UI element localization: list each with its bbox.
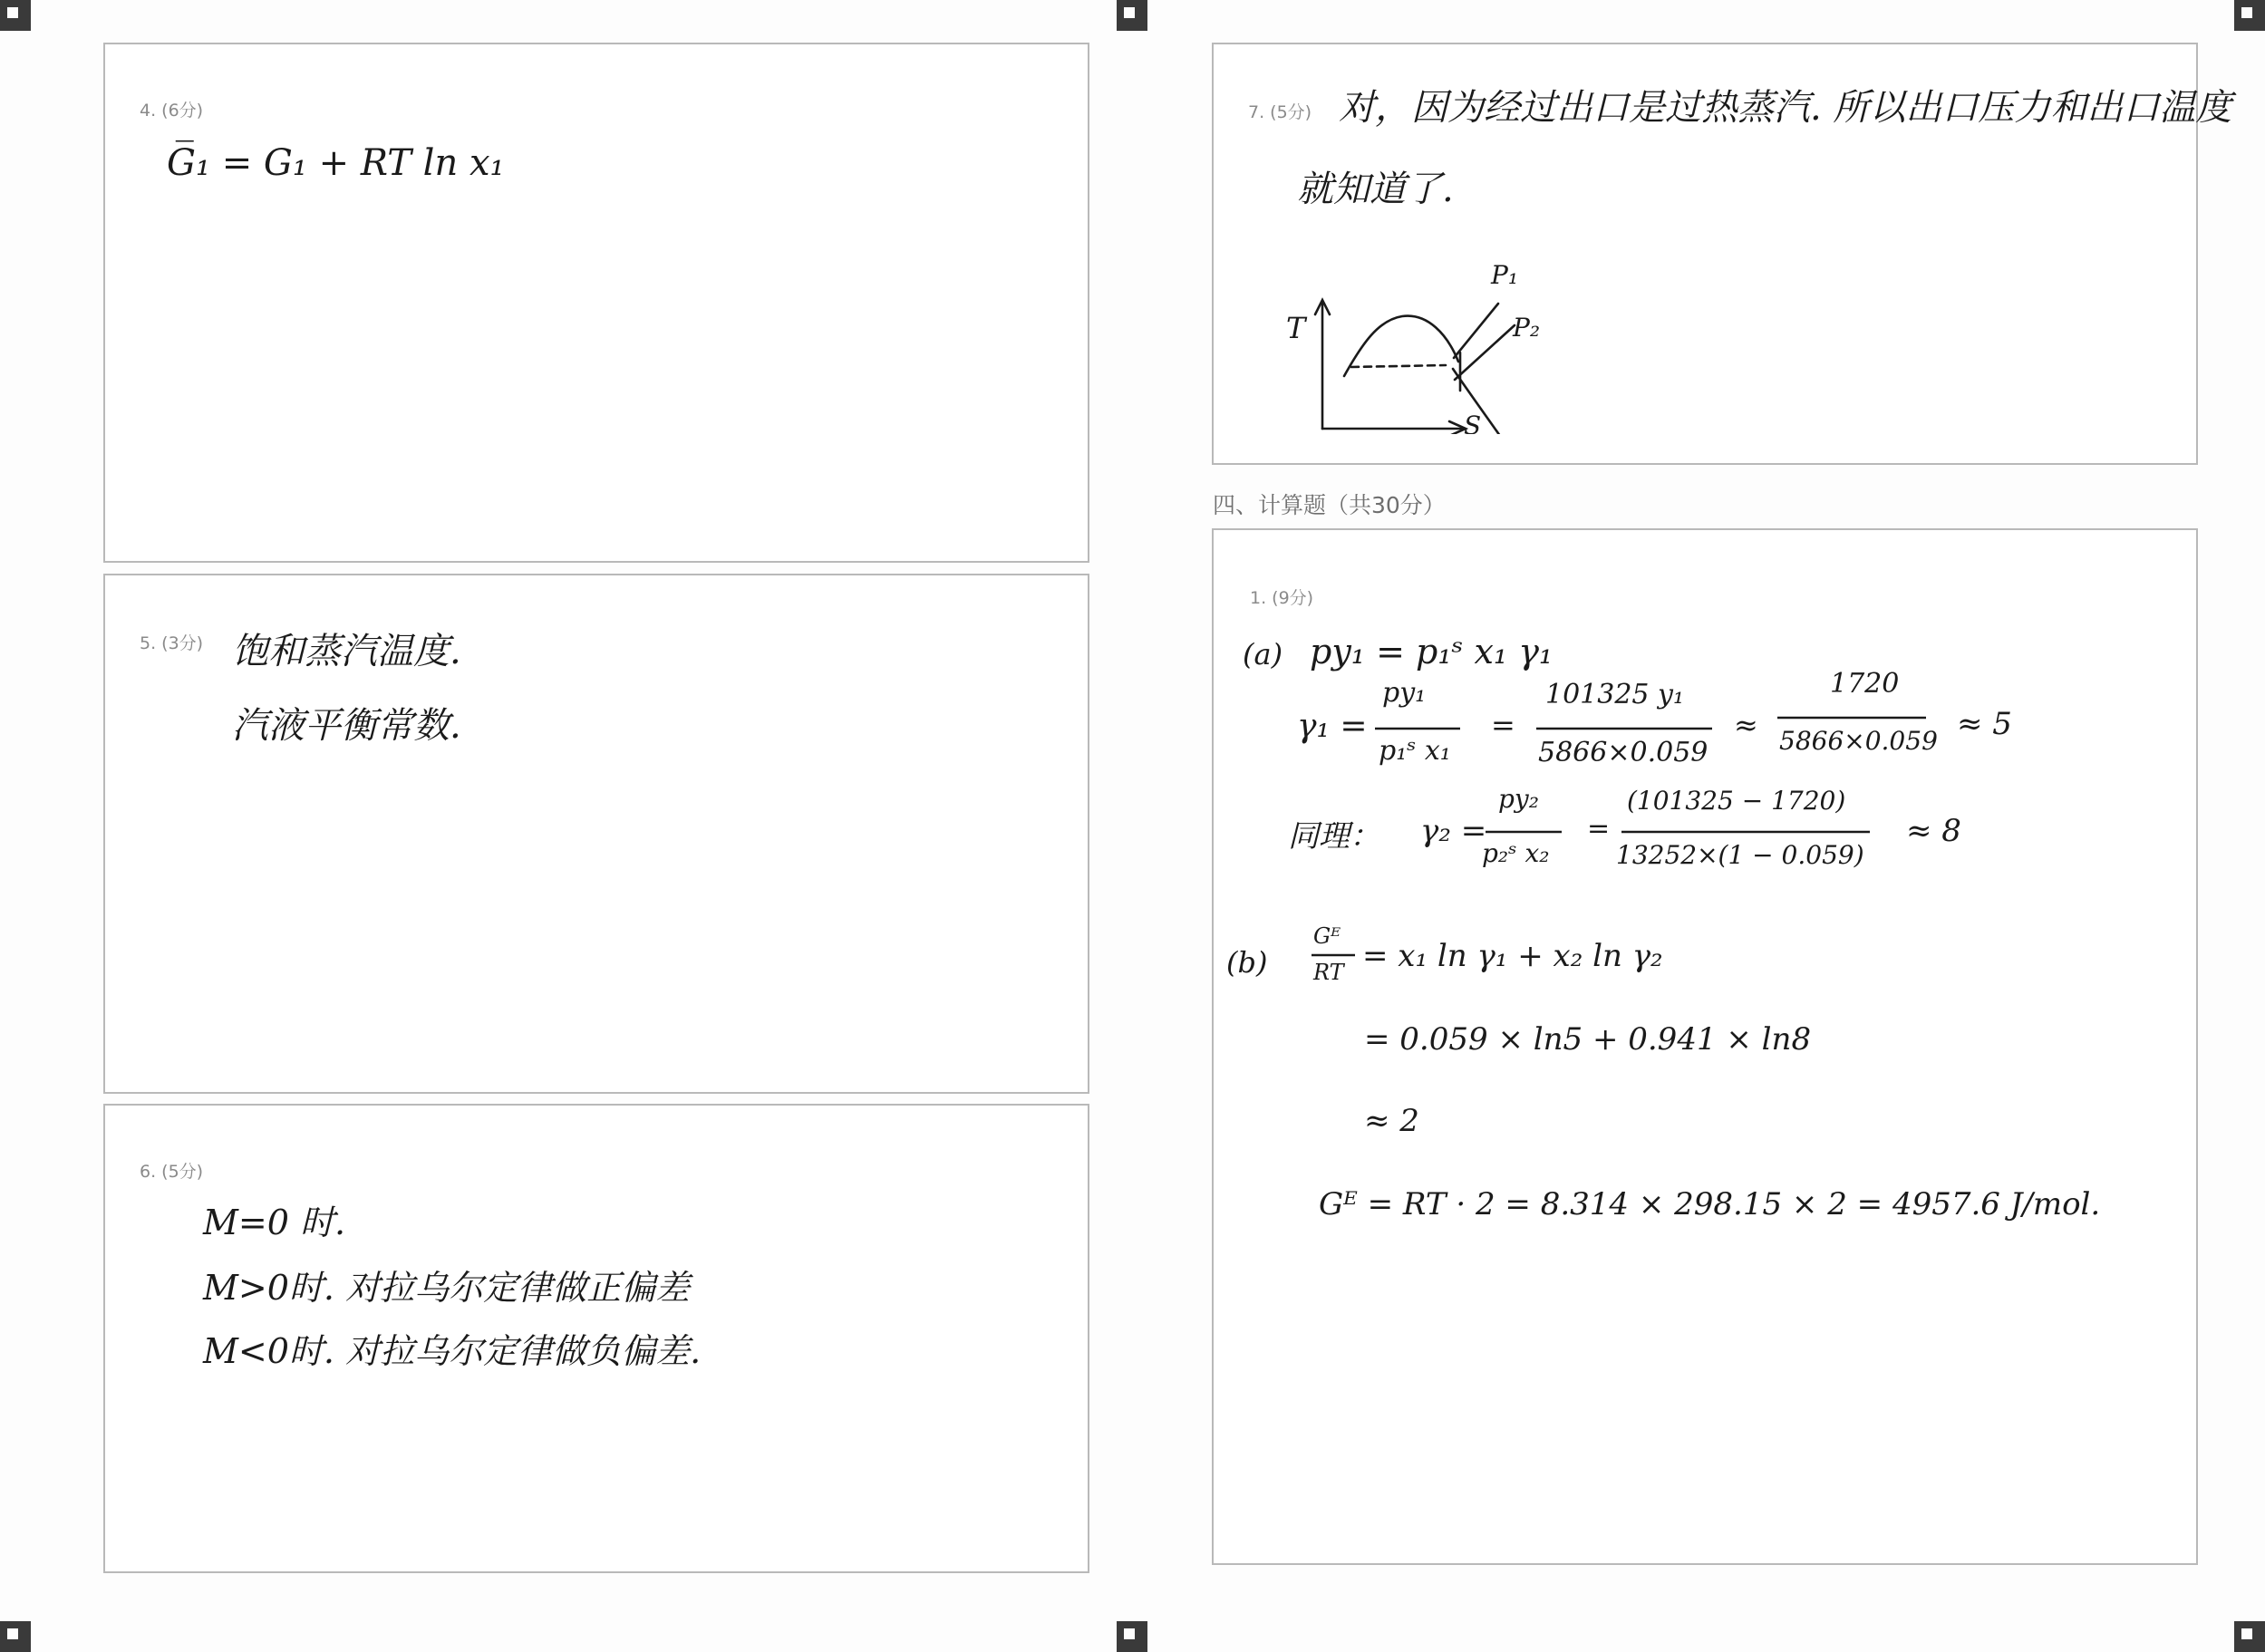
gamma2-frac2-num: (101325 − 1720) [1627, 786, 1846, 816]
registration-marker-bottom-center [1117, 1621, 1147, 1652]
registration-marker-bottom-right [2234, 1621, 2265, 1652]
question-5-number: 5. (3分) [140, 633, 204, 653]
gamma1-frac1-den: p₁ˢ x₁ [1379, 735, 1451, 767]
isobar-p1-line [1454, 304, 1498, 358]
part-a-label: (a) [1243, 637, 1283, 671]
gamma2-frac1-bar [1484, 829, 1565, 835]
part-b-label: (b) [1226, 945, 1268, 980]
isobar-dashed-line [1351, 365, 1446, 367]
part-b-equation-1: = x₁ ln γ₁ + x₂ ln γ₂ [1362, 938, 1663, 974]
gamma1-frac3-num: 1720 [1830, 668, 1900, 700]
gamma2-frac2-bar [1620, 829, 1873, 835]
gamma2-eq-sign: = [1587, 813, 1611, 845]
registration-marker-top-right [2234, 0, 2265, 31]
ts-diagram [1250, 226, 1612, 434]
gamma1-frac3-bar [1776, 715, 1930, 720]
gamma1-frac2-den: 5866×0.059 [1538, 737, 1708, 768]
question-5-box [103, 574, 1089, 1094]
ge-frac-bar [1310, 952, 1359, 958]
calc-1-number: 1. (9分) [1250, 588, 1314, 608]
question-7-number: 7. (5分) [1248, 102, 1312, 122]
question-4-box [103, 43, 1089, 563]
question-6-line-3: M<0时. 对拉乌尔定律做负偏差. [203, 1331, 702, 1371]
part-a-equation-1: py₁ = p₁ˢ x₁ γ₁ [1310, 632, 1554, 671]
gamma2-frac1-den: p₂ˢ x₂ [1482, 838, 1550, 868]
ge-frac-num: Gᴱ [1313, 923, 1341, 949]
question-6-box [103, 1104, 1089, 1573]
ge-frac-den: RT [1313, 960, 1344, 985]
p2-label: P₂ [1513, 313, 1541, 343]
gamma1-eq-sign: = [1491, 708, 1515, 742]
saturation-dome-curve [1344, 316, 1458, 376]
gamma1-frac2-bar [1534, 726, 1716, 731]
question-7-line-1: 对，因为经过出口是过热蒸汽. 所以出口压力和出口温度 [1339, 87, 2232, 129]
section-4-title: 四、计算题（共30分） [1213, 492, 1446, 518]
isobar-p2-line [1455, 325, 1515, 380]
gamma2-lhs: γ₂ = [1420, 813, 1487, 849]
question-4-number: 4. (6分) [140, 101, 204, 121]
registration-marker-top-center [1117, 0, 1147, 31]
gamma1-approx-sign: ≈ [1734, 708, 1758, 742]
gamma1-frac2-num: 101325 y₁ [1545, 679, 1685, 710]
part-b-equation-2: = 0.059 × ln5 + 0.941 × ln8 [1364, 1021, 1812, 1058]
question-6-number: 6. (5分) [140, 1162, 204, 1182]
gamma1-frac1-num: py₁ [1382, 677, 1427, 709]
question-5-line-2: 汽液平衡常数. [232, 705, 461, 747]
gamma1-result: ≈ 5 [1957, 706, 2012, 742]
gamma2-frac1-num: py₂ [1498, 784, 1539, 814]
question-4-answer: G̅₁ = G₁ + RT ln x₁ [167, 142, 505, 184]
calc-problem-1-box [1212, 528, 2198, 1565]
question-7-box [1212, 43, 2232, 465]
t-axis-label: T [1286, 311, 1306, 345]
gamma1-frac1-bar [1373, 726, 1464, 731]
question-6-line-2: M>0时. 对拉乌尔定律做正偏差 [203, 1268, 691, 1308]
gamma1-frac3-den: 5866×0.059 [1779, 726, 1938, 756]
s-axis-label: S [1464, 411, 1482, 434]
part-b-equation-3: ≈ 2 [1364, 1103, 1419, 1139]
gamma2-result: ≈ 8 [1906, 813, 1961, 849]
registration-marker-bottom-left [0, 1621, 31, 1652]
question-6-line-1: M=0 时. [203, 1203, 346, 1242]
question-7-line-2: 就知道了. [1297, 169, 1454, 210]
gamma2-prefix: 同理： [1288, 818, 1380, 855]
gamma1-lhs: γ₁ = [1297, 708, 1368, 745]
question-5-line-1: 饱和蒸汽温度. [232, 631, 461, 672]
registration-marker-top-left [0, 0, 31, 31]
gamma2-frac2-den: 13252×(1 − 0.059) [1616, 840, 1864, 870]
p1-label: P₁ [1491, 260, 1519, 290]
part-b-equation-4: Gᴱ = RT · 2 = 8.314 × 298.15 × 2 = 4957.6 J/mol. [1319, 1186, 2101, 1222]
